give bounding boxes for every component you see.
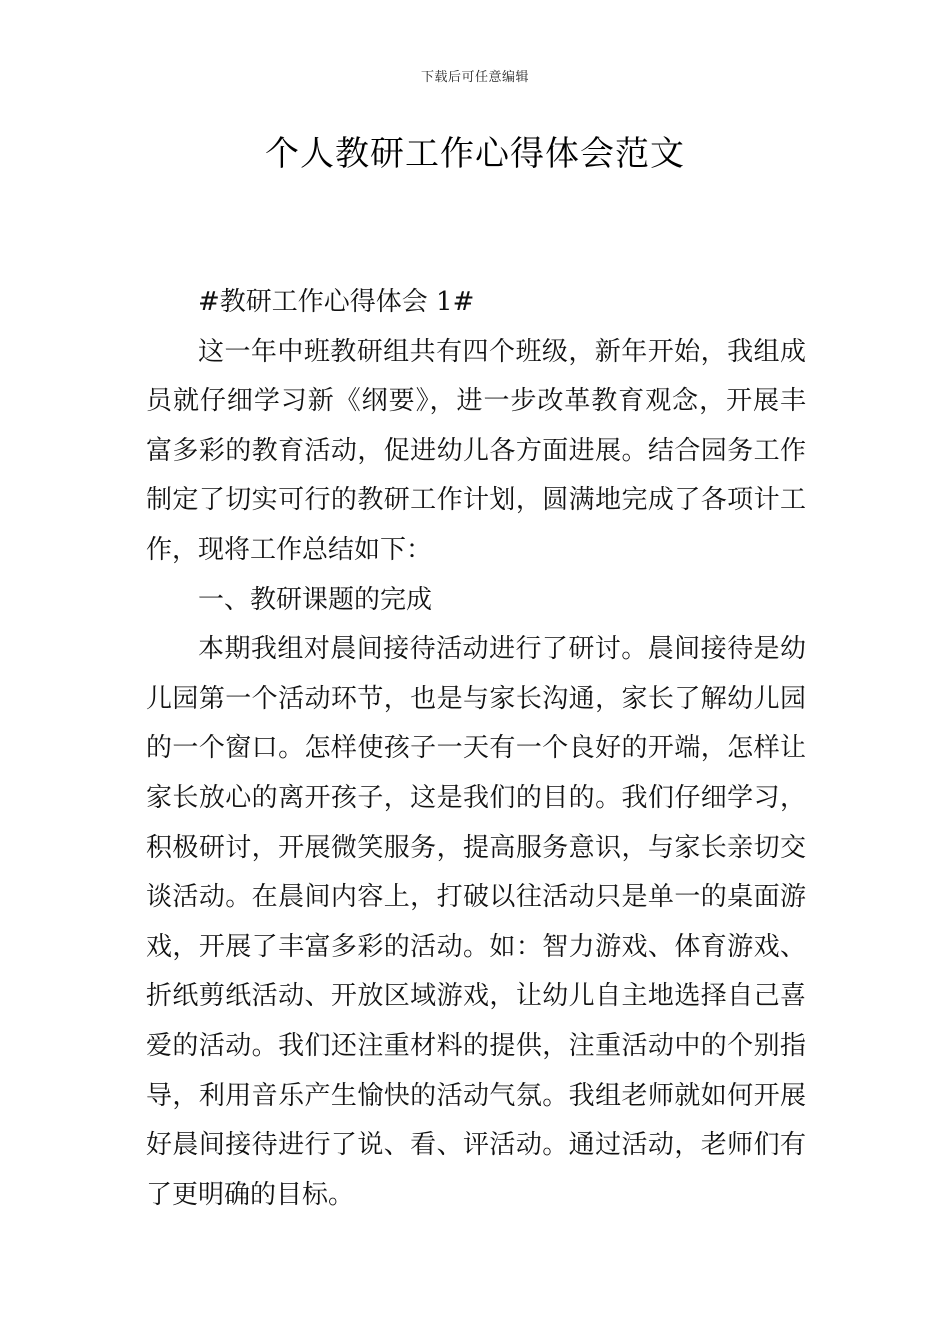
- paragraph: 这一年中班教研组共有四个班级，新年开始，我组成员就仔细学习新《纲要》，进一步改革教育观念，开展丰富多彩的教育活动，促进幼儿各方面进展。结合园务工作制定了切实可行的教研工作计划，圆满地完成了各项计工作，现将工作总结如下：: [146, 336, 806, 565]
- subsection-heading: 一、教研课题的完成: [198, 584, 433, 615]
- section-heading: #教研工作心得体会 1#: [198, 287, 475, 317]
- paragraph: 本期我组对晨间接待活动进行了研讨。晨间接待是幼儿园第一个活动环节，也是与家长沟通，家长了解幼儿园的一个窗口。怎样使孩子一天有一个良好的开端，怎样让家长放心的离开孩子，这是我们的目的。我们仔细学习，积极研讨，开展微笑服务，提高服务意识，与家长亲切交谈活动。在晨间内容上，打破以往活动只是单一的桌面游戏，开展了丰富多彩的活动。如：智力游戏、体育游戏、折纸剪纸活动、开放区域游戏，让幼儿自主地选择自己喜爱的活动。我们还注重材料的提供，注重活动中的个别指导，利用音乐产生愉快的活动气氛。我组老师就如何开展好晨间接待进行了说、看、评活动。通过活动，老师们有了更明确的目标。: [146, 634, 806, 1210]
- document-body: [146, 278, 806, 1220]
- document-title: 个人教研工作心得体会范文: [265, 134, 685, 174]
- header-note: 下载后可任意编辑: [420, 70, 529, 85]
